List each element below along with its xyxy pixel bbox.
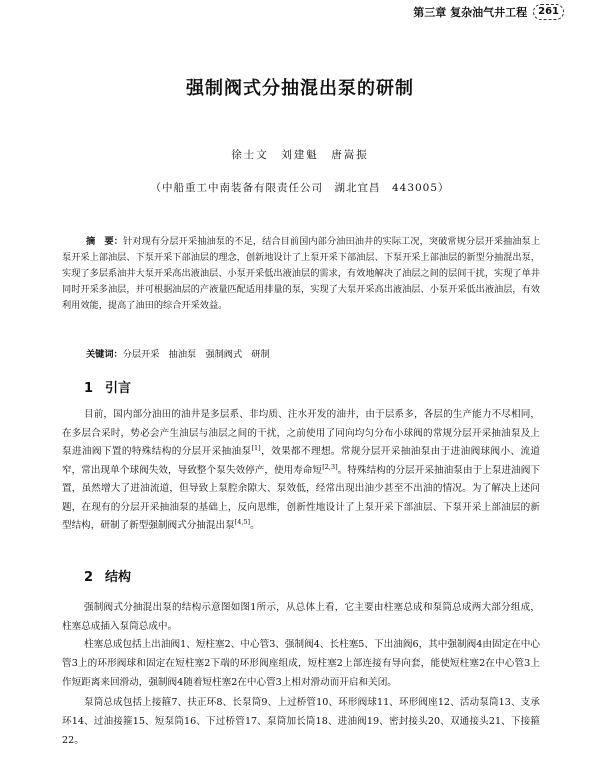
intro-text-3: 。特殊结构的分层开采抽油泵由于上泵进油阀下置，虽然增大了进油流道，但导致上泵腔余隙大、泵效低，经常出现出油少甚至不出油的情况。为了解决上述问题，在现有的分层开采抽油泵的基础上，反向思维，创新性地设计了上泵开采下部油层、下泵开采上部油层的新型结构，研制了新型强制阀式分抽混出泵 [62,464,541,531]
keywords-label: 关键词： [86,349,123,360]
section-title: 结构 [105,570,132,585]
paper-title: 强制阀式分抽混出泵的研制 [186,78,414,99]
affiliation: （中船重工中南装备有限责任公司 湖北宜昌 443005） [150,182,450,194]
structure-paragraph: 泵筒总成包括上接箍7、扶正环8、长泵筒9、上过桥管10、环形阀球11、环形阀座12、活动泵筒13、支承环14、过油接箍15、短泵筒16、下过桥管17、泵筒加长筒18、进油阀19、密封接头20、双通接头21、下接箍22。 [62,697,540,746]
running-head [413,4,564,20]
keywords [86,347,540,363]
citation-ref: [1] [251,443,261,452]
citation-ref: [4,5] [234,517,251,526]
intro-text-2: ，效果都不理想。常规分层开采抽油泵由于进油阀球阀小、流道窄，常出现单个球阀失效，导致整个泵失效停产，使用寿命短 [62,446,541,476]
keywords-text: 分层开采 抽油泵 强制阀式 研制 [122,349,270,360]
structure-paragraph: 柱塞总成包括上出油阀1、短柱塞2、中心管3、强制阀4、长柱塞5、下出油阀6，其中强制阀4由固定在中心管3上的环形阀球和固定在短柱塞2下端的环形阀座组成，短柱塞2上部连接有导向套，能使短柱塞2在中心管3上作短距离来回滑动，强制阀4随着短柱塞2在中心管3上相对滑动而开启和关闭。 [62,639,540,688]
chapter-title: 第三章 复杂油气井工程 [413,6,528,19]
page-number: 261 [533,4,564,20]
intro-paragraph [62,406,540,536]
authors: 徐士文 刘建魁 唐嵩振 [231,149,369,161]
section-title: 引言 [105,381,132,396]
section-number: 2 [84,570,94,585]
abstract-text: 针对现有分层开采抽油泵的不足，结合目前国内部分油田油井的实际工况，突破常规分层开采抽油泵上泵开采上部油层、下泵开采下部油层的理念，创新地设计了上泵开采下部油层、下泵开采上部油层的新型分抽混出泵，实现了多层系油井大泵开采高出液油层、小泵开采低出液油层的需求，有效地解决了油层之间的层间干扰，实现了单井同时开采多油层，并可根据油层的产液量匹配适用排量的泵，实现了大泵开采高出液油层、小泵开采低出液油层，有效利用效能，提高了油田的综合开采效益。 [62,236,541,311]
intro-text-4: 。 [250,520,260,531]
abstract-label: 摘 要： [86,236,124,247]
intro-text-1: 目前，国内部分油田的油井是多层系、非均质、注水开发的油井，由于层系多，各层的生产能力不尽相同，在多层合采时，势必会产生油层与油层之间的干扰，之前使用了同向均匀分布小球阀的常规分层开采抽油泵及上泵进油阀下置的特殊结构的分层开采抽油泵 [62,409,540,457]
section-heading-structure [84,566,131,585]
abstract [62,234,540,314]
section-heading-introduction [84,377,131,396]
section-number: 1 [84,381,94,396]
citation-ref: [2,3] [322,462,338,471]
structure-paragraph: 强制阀式分抽混出泵的结构示意图如图1所示，从总体上看，它主要由柱塞总成和泵筒总成两大部分组成，柱塞总成插入泵筒总成中。 [62,602,540,632]
